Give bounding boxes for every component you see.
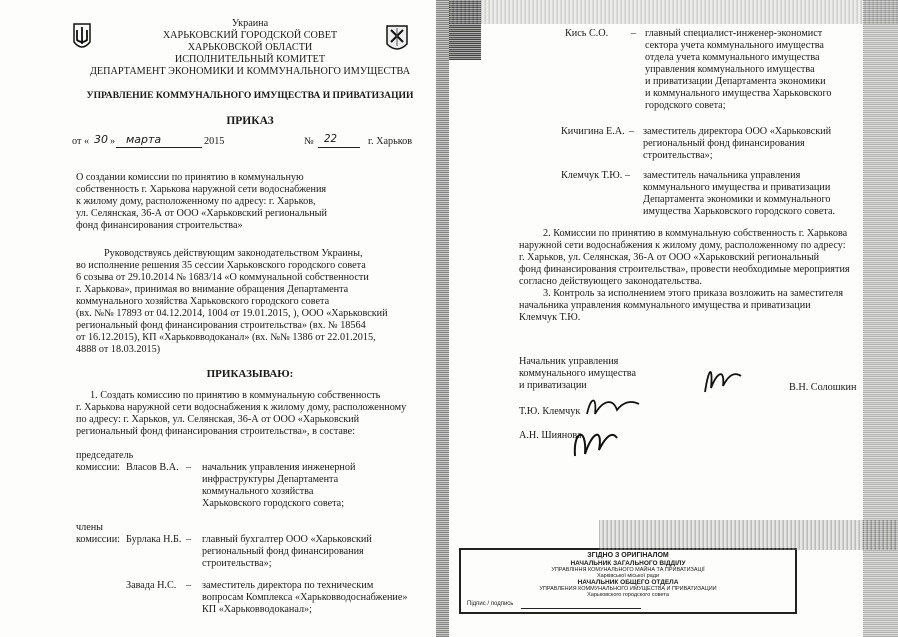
country-name: Украина: [231, 18, 269, 29]
member-role: строительства»;: [202, 558, 272, 569]
item2-line: наружной сети водоснабжения к жилому дому, расположенному по адресу:: [519, 240, 846, 251]
org-line-4: ДЕПАРТАМЕНТ ЭКОНОМИКИ И КОММУНАЛЬНОГО ИМУЩЕСТВА: [89, 66, 411, 77]
stamp-sign-label: Підпис / подпись: [467, 601, 514, 607]
dash: –: [631, 28, 637, 39]
chair-role: инфраструктуры Департамента: [202, 474, 339, 485]
item1-line: г. Харькова наружной сети водоснабжения к жилому дому, расположенному: [76, 402, 407, 413]
stamp-line: НАЧАЛЬНИК ЗАГАЛЬНОГО ВІДДІЛУ: [570, 560, 686, 567]
member-role: региональный фонд финансирования: [643, 138, 805, 149]
preamble-line: региональный фонд финансирования строительства» (вх. № 18564: [76, 320, 366, 331]
item1-line: региональный фонд финансирования строительства», в составе:: [76, 426, 356, 437]
doc-type-title: ПРИКАЗ: [226, 115, 274, 127]
org-line-3: ИСПОЛНИТЕЛЬНЫЙ КОМИТЕТ: [174, 54, 326, 65]
member-role: заместитель начальника управления: [643, 170, 801, 181]
date-month: марта: [126, 133, 162, 146]
item2-line: 2. Комиссии по принятию в коммунальную собственность г. Харькова: [543, 228, 848, 239]
city: г. Харьков: [368, 136, 413, 147]
stamp-line: Харківської міської ради: [596, 573, 660, 579]
member-role: и приватизации Департамента экономики: [645, 76, 826, 87]
org-line-2: ХАРЬКОВСКОЙ ОБЛАСТИ: [187, 42, 313, 53]
member-role: КП «Харьковводоканал»;: [202, 604, 312, 615]
member-role: Департамента экономики и коммунального: [643, 194, 831, 205]
stamp-line: НАЧАЛЬНИК ОБЩЕГО ОТДЕЛА: [577, 579, 679, 586]
number-underline: [318, 147, 360, 148]
member-role: заместитель директора ООО «Харьковский: [643, 126, 832, 137]
member-role: отдела учета коммунального имущества: [645, 52, 820, 63]
member-name: Кичигина Е.А.: [561, 126, 625, 137]
certification-stamp: [459, 548, 797, 614]
dash: –: [186, 534, 192, 545]
item3-line: Клемчук Т.Ю.: [519, 312, 581, 323]
item3-line: 3. Контроль за исполнением этого приказа возложить на заместителя: [543, 288, 844, 299]
subject-line: собственность г. Харькова наружной сети водоснабжения: [76, 184, 327, 195]
visa-name: Т.Ю. Клемчук: [519, 406, 581, 417]
item2-line: согласно действующего законодательства.: [519, 276, 702, 287]
member-role: главный бухгалтер ООО «Харьковский: [202, 534, 372, 545]
dash: –: [629, 126, 635, 137]
preamble-line: 4888 от 18.03.2015): [76, 344, 161, 355]
stamp-line: УПРАВЛІННЯ КОМУНАЛЬНОГО МАЙНА ТА ПРИВАТИЗАЦІЇ: [551, 567, 705, 573]
preamble-line: 6 созыва от 29.10.2014 № 1683/14 «О коммунальной собственности: [76, 272, 369, 283]
preamble-line: коммунального хозяйства Харьковского городского совета: [76, 296, 330, 307]
head-title: коммунального имущества: [519, 368, 637, 379]
date-year: 2015: [204, 136, 225, 147]
member-role: управления коммунального имущества: [645, 64, 815, 75]
head-name: В.Н. Солошкин: [789, 382, 857, 393]
dash: –: [186, 462, 192, 473]
member-role: главный специалист-инженер-экономист: [645, 28, 823, 39]
date-prefix: от «: [72, 136, 90, 147]
chair-role: Харьковского городского совета;: [202, 498, 345, 509]
subject-line: О создании комиссии по принятию в коммунальную: [76, 172, 304, 183]
member-name: Завада Н.С.: [126, 580, 177, 591]
visa-signature: [583, 392, 643, 420]
visa-name: А.Н. Шиянова: [519, 430, 582, 441]
preamble-line: Руководствуясь действующим законодательством Украины,: [104, 248, 363, 259]
order-number: 22: [324, 134, 337, 145]
ukraine-coat-of-arms-icon: [72, 22, 92, 52]
stamp-line: ЗГІДНО З ОРИГІНАЛОМ: [587, 552, 669, 559]
division-title: УПРАВЛЕНИЕ КОММУНАЛЬНОГО ИМУЩЕСТВА И ПРИВАТИЗАЦИИ: [86, 90, 414, 101]
preamble-line: г. Харькова», принимая во внимание обращения Департамента: [76, 284, 349, 295]
member-role: имущества Харьковского городского совета.: [643, 206, 836, 217]
stamp-sign-line: [521, 608, 641, 609]
preamble-line: (вх. №№ 17893 от 04.12.2014, 1004 от 19.01.2015, ), ООО «Харьковский: [76, 308, 388, 319]
dash: –: [625, 170, 631, 181]
member-role: и коммунального имущества Харьковского: [645, 88, 832, 99]
date-day: 30: [94, 133, 108, 146]
member-name: Клемчук Т.Ю.: [561, 170, 623, 181]
member-role: коммунального имущества и приватизации: [643, 182, 831, 193]
right-page: [449, 0, 898, 637]
kharkiv-emblem-icon: [385, 24, 409, 54]
org-line-1: ХАРЬКОВСКИЙ ГОРОДСКОЙ СОВЕТ: [162, 30, 338, 41]
subject-line: ул. Селянская, 36-А от ООО «Харьковский региональный: [76, 208, 327, 219]
preamble-line: от 16.12.2015), КП «Харьковводоканал» (вх. №№ 1386 от 22.01.2015,: [76, 332, 376, 343]
member-role: строительства»;: [643, 150, 713, 161]
member-role: сектора учета коммунального имущества: [645, 40, 824, 51]
members-label: члены: [76, 522, 104, 533]
item2-line: г. Харьков, ул. Селянская, 36-А от ООО «Харьковский региональный: [519, 252, 820, 263]
stamp-line: УПРАВЛЕНИЯ КОММУНАЛЬНОГО ИМУЩЕСТВА И ПРИВАТИЗАЦИИ: [539, 586, 717, 592]
item3-line: начальника управления коммунального имущества и приватизации: [519, 300, 811, 311]
member-name: Кись С.О.: [565, 28, 609, 39]
subject-line: к жилому дому, расположенному по адресу: г. Харьков,: [76, 196, 316, 207]
date-underline: [116, 147, 202, 148]
member-name: Бурлака Н.Б.: [126, 534, 182, 545]
scan-artifact: [599, 520, 898, 550]
subject-line: фонд финансирования строительства»: [76, 220, 243, 231]
members-label: комиссии:: [76, 534, 121, 545]
stamp-line: Харьковского городского совета: [587, 592, 669, 598]
item2-line: фонд финансирования строительства», провести необходимые мероприятия: [519, 264, 850, 275]
chair-role: начальник управления инженерной: [202, 462, 356, 473]
head-title: Начальник управления: [519, 356, 619, 367]
chair-role: коммунального хозяйства: [202, 486, 314, 497]
head-signature: [699, 362, 745, 398]
dash: –: [186, 580, 192, 591]
chair-name: Власов В.А.: [126, 462, 179, 473]
head-title: и приватизации: [519, 380, 587, 391]
item1-line: по адресу: г. Харьков, ул. Селянская, 36-А от ООО «Харьковский: [76, 414, 360, 425]
item1-line: 1. Создать комиссию по принятию в коммунальную собственность: [90, 390, 381, 401]
number-prefix: №: [304, 136, 314, 147]
date-mid: »: [110, 136, 116, 147]
member-role: заместитель директора по техническим: [202, 580, 374, 591]
chair-label: председатель: [76, 450, 134, 461]
member-role: региональный фонд финансирования: [202, 546, 364, 557]
scan-artifact: [449, 0, 898, 24]
member-role: вопросам Комплекса «Харьковводоснабжение»: [202, 592, 408, 603]
member-role: городского совета;: [645, 100, 726, 111]
preamble-line: во исполнение решения 35 сессии Харьковского городского совета: [76, 260, 366, 271]
order-word: ПРИКАЗЫВАЮ:: [206, 368, 294, 380]
visa-signature: [569, 420, 621, 462]
scan-artifact: [436, 0, 449, 637]
chair-label: комиссии:: [76, 462, 121, 473]
